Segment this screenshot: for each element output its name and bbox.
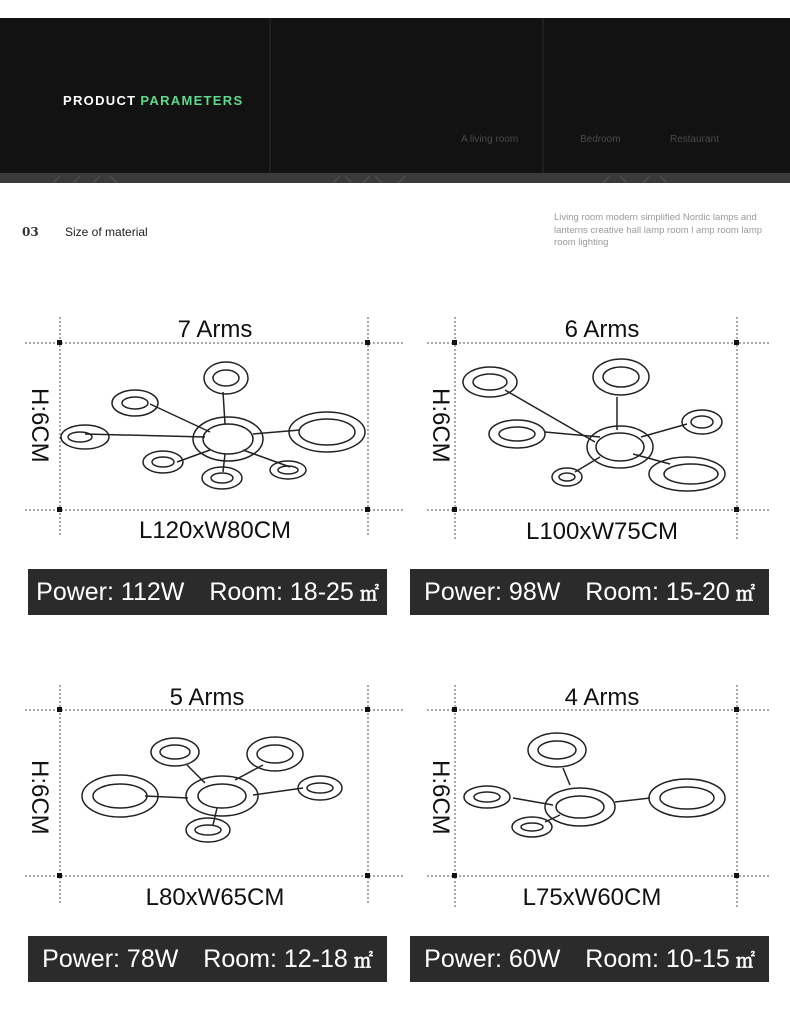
banner-title	[63, 93, 243, 108]
product-card-6-arms	[405, 312, 790, 632]
power-value: Power: 112W	[36, 578, 185, 606]
room-value	[197, 945, 373, 973]
height-label: H:6CM	[427, 388, 454, 463]
arms-label: 5 Arms	[169, 684, 245, 711]
room-value	[579, 578, 755, 606]
room-value	[579, 945, 755, 973]
room-unit: ㎡	[735, 951, 755, 972]
nav-bedroom[interactable]: Bedroom	[580, 134, 621, 145]
room-range: Room: 18-25	[209, 578, 354, 606]
power-value: Power: 98W	[424, 578, 561, 606]
banner-divider	[542, 18, 544, 173]
size-label: L75xW60CM	[522, 884, 662, 911]
nav-restaurant[interactable]: Restaurant	[670, 134, 719, 145]
size-label: L120xW80CM	[138, 517, 292, 544]
header-banner	[0, 18, 790, 173]
product-card-7-arms	[25, 312, 410, 632]
room-range: Room: 10-15	[585, 945, 730, 973]
size-label: L100xW75CM	[525, 518, 679, 545]
room-unit: ㎡	[359, 584, 379, 605]
decor-pattern	[0, 176, 790, 183]
spec-bar	[28, 569, 387, 615]
product-card-5-arms	[25, 680, 410, 1000]
room-range: Room: 15-20	[585, 578, 730, 606]
nav-living-room[interactable]: A living room	[461, 134, 519, 145]
arms-label: 4 Arms	[564, 684, 640, 711]
height-label: H:6CM	[26, 760, 53, 835]
arms-label: 7 Arms	[177, 316, 253, 343]
height-label: H:6CM	[427, 760, 454, 835]
section-description: Living room modern simplified Nordic lamps and lanterns creative hall lamp room l amp room lamp room lighting	[554, 212, 763, 248]
section-number: 03	[22, 225, 39, 239]
room-range: Room: 12-18	[203, 945, 348, 973]
size-label: L80xW65CM	[145, 884, 285, 911]
height-label: H:6CM	[26, 388, 53, 463]
title-prefix: PRODUCT	[63, 93, 137, 108]
power-value: Power: 78W	[42, 945, 179, 973]
decor-strip	[0, 173, 790, 183]
product-card-4-arms	[405, 680, 790, 1000]
room-value	[203, 578, 379, 606]
arms-label: 6 Arms	[564, 316, 640, 343]
spec-bar	[28, 936, 387, 982]
banner-divider	[269, 18, 271, 173]
title-accent: PARAMETERS	[140, 93, 244, 108]
spec-bar	[410, 569, 769, 615]
spec-bar	[410, 936, 769, 982]
room-unit: ㎡	[353, 951, 373, 972]
power-value: Power: 60W	[424, 945, 561, 973]
section-title: Size of material	[65, 225, 148, 239]
room-unit: ㎡	[735, 584, 755, 605]
